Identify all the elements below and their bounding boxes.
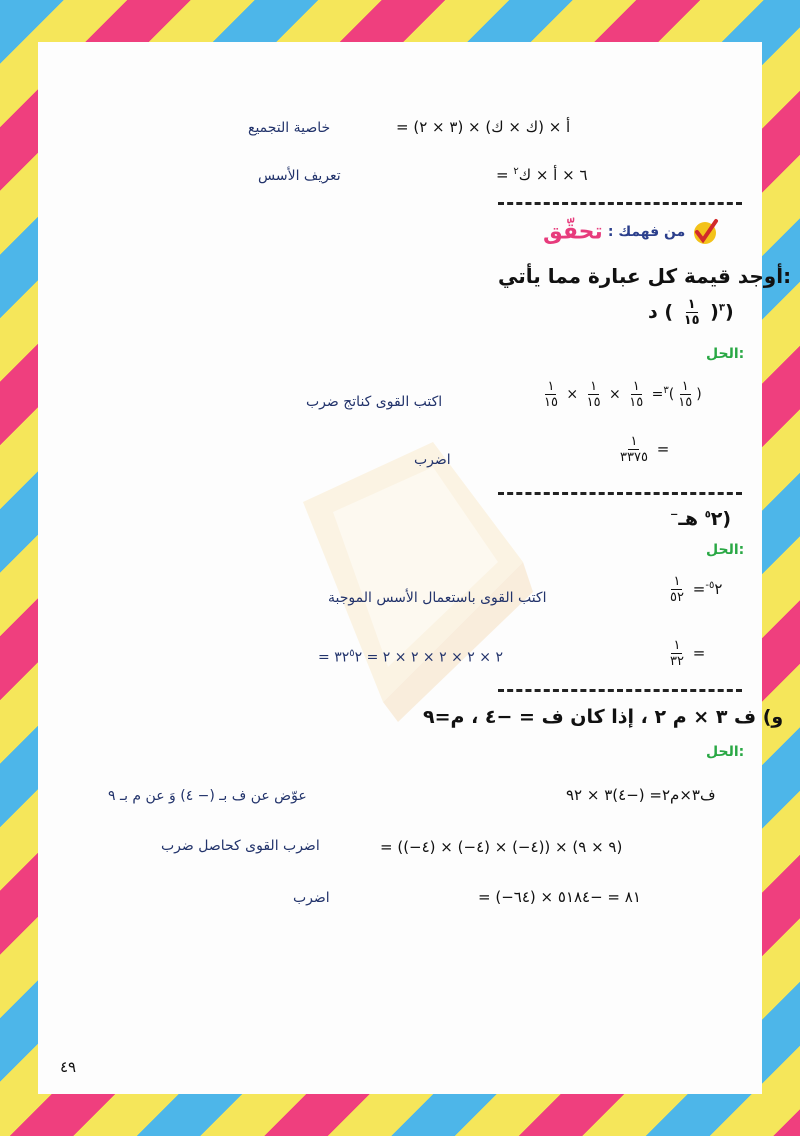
h-step1-exp: -٥ <box>705 580 715 591</box>
h-step2-note-text: = ٢ × ٢ × ٢ × ٢ × ٢ = ٣٢ <box>318 649 503 666</box>
d-step1-frac3-num: ١ <box>632 379 640 394</box>
d-step1-times2: × <box>609 386 621 403</box>
worksheet-page <box>38 42 792 1094</box>
h-step2-num: ١ <box>673 638 681 653</box>
h-step1-base: ٢ <box>714 580 723 598</box>
h-label: هـ) <box>678 508 732 530</box>
d-step1-times1: × <box>566 386 579 403</box>
d-step1-eq: = <box>651 386 664 403</box>
line1-math: = (٣ × ٢) × أ × (ك × ك) <box>396 118 571 136</box>
d-step2-num: ١ <box>630 434 638 449</box>
d-step2-den: ٣٣٧٥ <box>620 450 648 465</box>
h-step1-num: ١ <box>673 574 681 589</box>
d-step1-frac2 <box>585 379 603 410</box>
h-exponent: −٥ <box>670 509 711 521</box>
w-step2-note: اضرب القوى كحاصل ضرب <box>161 838 320 854</box>
w-step1-note: عوّض عن ف بـ (− ٤) وَ عن م بـ ٩ <box>108 788 307 804</box>
d-fraction <box>682 297 702 328</box>
d-step1-exp: ٣ <box>663 384 669 396</box>
w-step3-math: = (−٦٤) × ٨١ = −٥١٨٤ <box>478 888 641 906</box>
d-step1-frac4-num: ١ <box>681 379 689 394</box>
d-step1-math: $\frac{١}{١٥}$ × $\frac{١}{١٥}$ × $\frac{١}{١٥}$ =$^٣$( $\frac{١}{١٥}$ ) <box>544 379 702 410</box>
h-step2-note-exp: ٥ <box>349 648 355 659</box>
h-step1-eq: = <box>692 580 706 598</box>
solution-label-w: الحل: <box>706 744 745 760</box>
d-step2-note: اضرب <box>414 452 451 468</box>
h-step2-den: ٣٢ <box>670 654 684 669</box>
d-step1-frac2-den: ١٥ <box>586 395 601 410</box>
line2-note: تعريف الأسس <box>258 168 341 184</box>
w-label: و) <box>762 706 784 728</box>
line2-math-exponent: ٢ <box>513 166 519 177</box>
divider <box>498 689 742 692</box>
page-number: ٤٩ <box>60 1058 77 1076</box>
question-w <box>423 706 783 728</box>
h-step1-den: ٥٢ <box>670 590 684 605</box>
check-heading <box>543 217 720 247</box>
w-step2-math: = ((−٤) × (−٤) × (−٤)) × (٩ × ٩) <box>380 838 623 856</box>
instruction: أوجد قيمة كل عبارة مما يأتي: <box>498 264 792 288</box>
check-subtitle: من فهمك : <box>607 224 686 240</box>
h-step2-frac <box>668 638 686 669</box>
checkmark-icon <box>690 217 720 247</box>
d-step1-frac4-den: ١٥ <box>678 395 693 410</box>
d-num: ١ <box>687 297 696 312</box>
w-step3-note: اضرب <box>293 890 330 906</box>
check-title: تحقّق <box>543 219 603 245</box>
d-step1-frac1-num: ١ <box>547 379 555 394</box>
d-step1-note: اكتب القوى كناتج ضرب <box>306 394 443 410</box>
h-step1-note: اكتب القوى باستعمال الأسس الموجبة <box>328 590 547 606</box>
d-step2-math <box>616 434 669 465</box>
h-base: ٢ <box>710 508 723 530</box>
question-d: $^٣$( $\frac{١}{١٥}$ ) د) <box>648 297 734 328</box>
d-step1-frac3-den: ١٥ <box>629 395 644 410</box>
d-step2-frac <box>618 434 650 465</box>
d-step1-frac1 <box>542 379 560 410</box>
w-step1-math: ف٣×م٢= (−٤)٣ × ٩٢ <box>566 786 716 804</box>
d-exponent: ٣ <box>718 302 725 314</box>
line1-note: خاصية التجميع <box>248 120 331 136</box>
solution-label-d: الحل: <box>706 346 745 362</box>
d-step1-frac2-num: ١ <box>590 379 598 394</box>
d-step2-eq: = <box>656 440 670 458</box>
d-step1-frac3 <box>627 379 645 410</box>
w-text: ف ٣ × م ٢ ، إذا كان ف = −٤ ، م=٩ <box>423 706 757 728</box>
h-step1-math <box>666 574 722 605</box>
d-label: د) <box>648 301 734 323</box>
h-step2-math <box>666 638 705 669</box>
line2-math <box>496 166 588 184</box>
line2-math-text: = ٦ × أ × ك <box>496 166 588 184</box>
h-step2-note-base: ٢ <box>354 649 363 666</box>
d-den: ١٥ <box>683 313 700 328</box>
d-step1-frac1-den: ١٥ <box>544 395 558 410</box>
question-h <box>670 508 731 530</box>
d-step1-frac4 <box>676 379 694 410</box>
book-watermark-icon <box>263 422 543 722</box>
divider <box>498 202 742 205</box>
h-step1-frac <box>668 574 686 605</box>
solution-label-h: الحل: <box>706 542 745 558</box>
h-step2-note <box>318 648 503 666</box>
divider <box>498 492 742 495</box>
h-step2-eq: = <box>692 644 706 662</box>
